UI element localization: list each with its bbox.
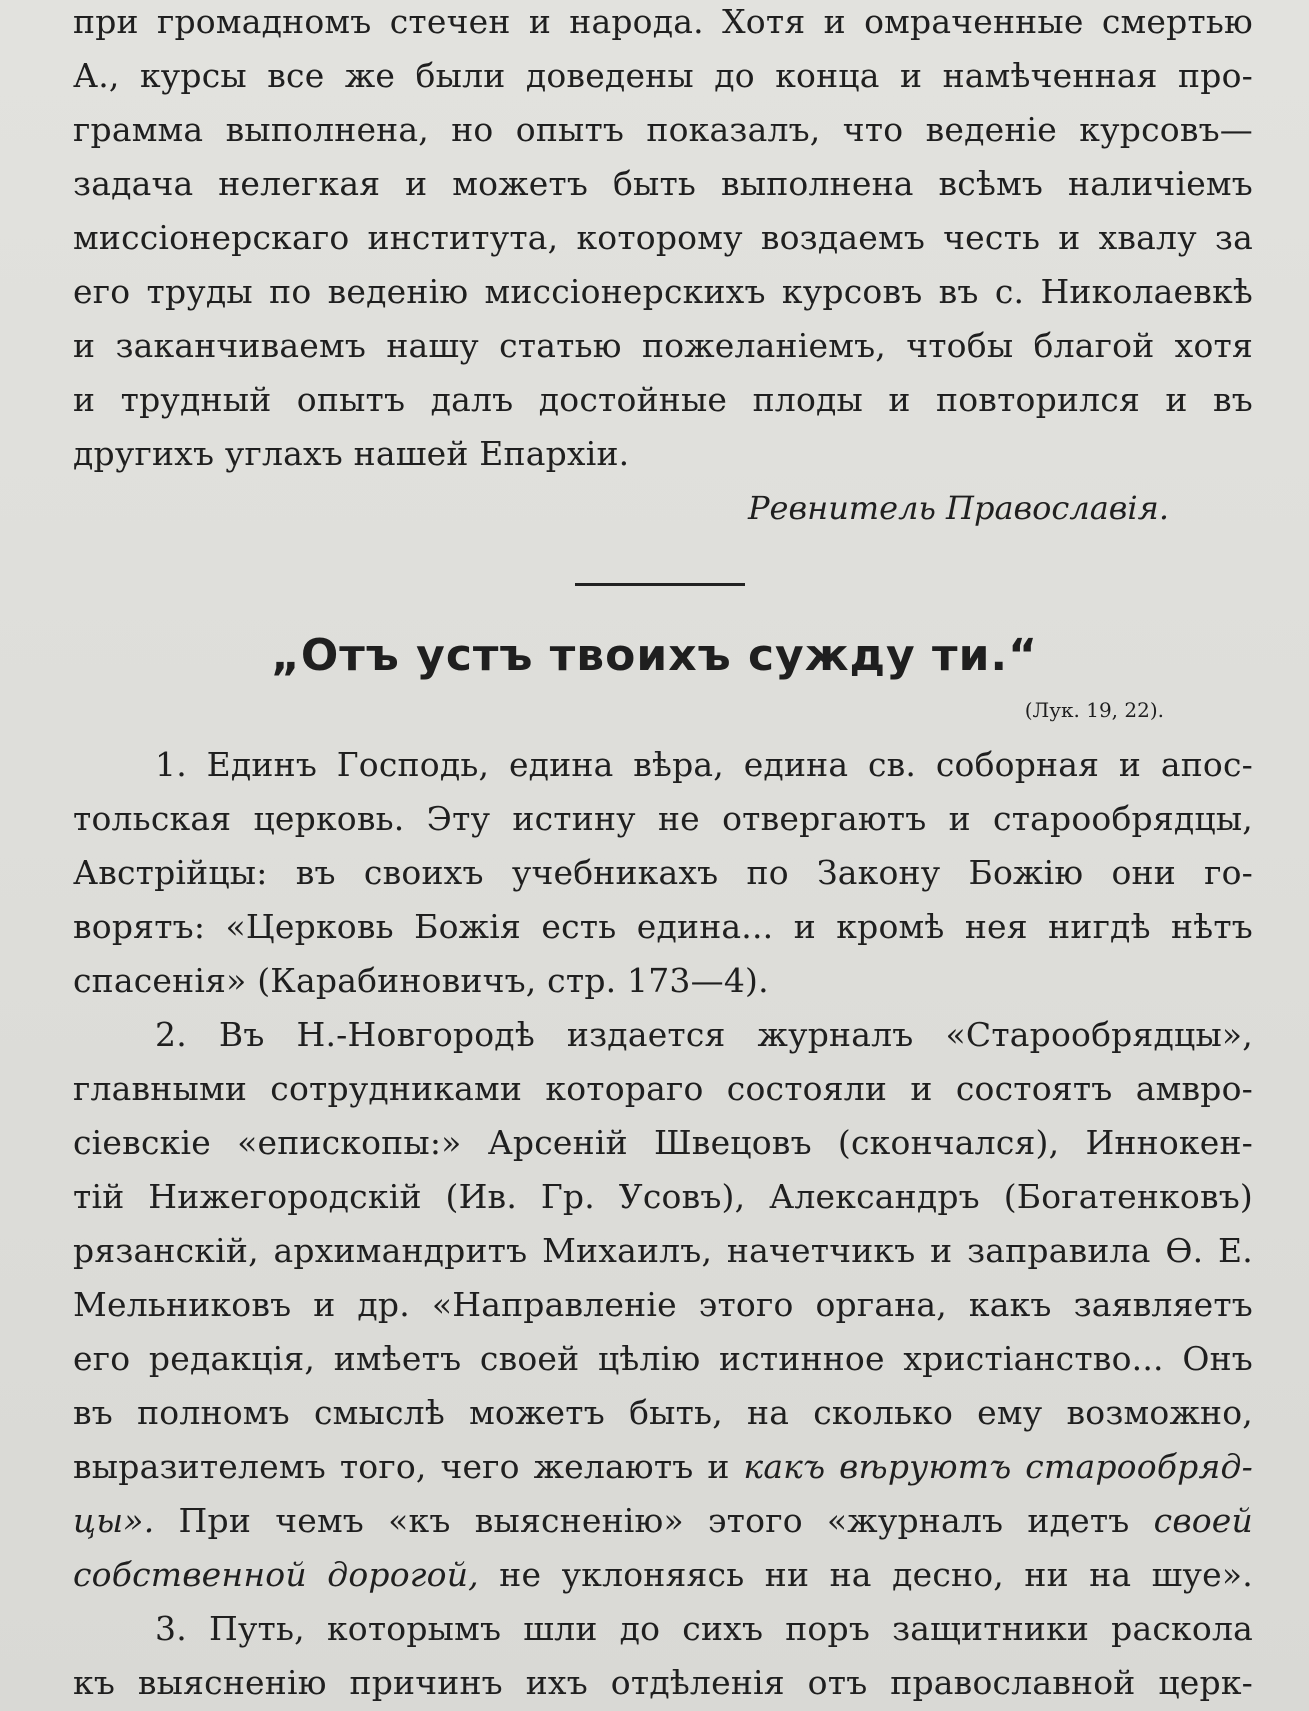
text-line: другихъ углахъ нашей Епархіи. (73, 434, 630, 473)
text-run: выразителемъ того, чего желаютъ и (73, 1447, 730, 1486)
text-line: при громадномъ стечен и народа. Хотя и омраченные смертью (73, 2, 1253, 41)
italic-run: собственной дорогой, (73, 1555, 479, 1594)
italic-run: цы». (73, 1501, 155, 1540)
text-line-mixed (73, 1447, 1253, 1487)
text-run: не уклоняясь ни на десно, ни на шуе». (499, 1555, 1253, 1594)
text-line: спасенія» (Карабиновичъ, стр. 173—4). (73, 961, 769, 1000)
text-run: При чемъ «къ выясненію» этого «журналъ идетъ (178, 1501, 1130, 1540)
italic-run: своей (1153, 1501, 1253, 1540)
text-line: тольская церковь. Эту истину не отвергаютъ и старообрядцы, (73, 799, 1253, 838)
text-line-mixed (73, 1501, 1253, 1541)
text-line: 1. Единъ Господь, едина вѣра, едина св. соборная и апос- (155, 745, 1253, 784)
text-line: миссіонерскаго института, которому воздаемъ честь и хвалу за (73, 218, 1253, 257)
text-line: главными сотрудниками котораго состояли и состоятъ амвро- (73, 1069, 1253, 1108)
section-divider (575, 583, 745, 586)
text-line: рязанскій, архимандритъ Михаилъ, начетчикъ и заправила Ѳ. Е. (73, 1231, 1253, 1270)
text-line: 2. Въ Н.-Новгородѣ издается журналъ «Старообрядцы», (155, 1015, 1253, 1054)
text-line: 3. Путь, которымъ шли до сихъ поръ защитники раскола (155, 1609, 1253, 1648)
text-line: ворятъ: «Церковь Божія есть едина... и кромѣ нея нигдѣ нѣтъ (73, 907, 1253, 946)
text-line: сіевскіе «епископы:» Арсеній Швецовъ (скончался), Иннокен- (73, 1123, 1253, 1162)
text-line: къ выясненію причинъ ихъ отдѣленія отъ православной церк- (73, 1663, 1253, 1702)
text-line: Мельниковъ и др. «Направленіе этого органа, какъ заявляетъ (73, 1285, 1253, 1324)
italic-run: какъ вѣруютъ старообряд- (743, 1447, 1253, 1486)
text-line: А., курсы все же были доведены до конца и намѣченная про- (73, 56, 1253, 95)
text-line: задача нелегкая и можетъ быть выполнена всѣмъ наличіемъ (73, 164, 1253, 203)
text-line: въ полномъ смыслѣ можетъ быть, на сколько ему возможно, (73, 1393, 1253, 1432)
text-line: тій Нижегородскій (Ив. Гр. Усовъ), Александръ (Богатенковъ) (73, 1177, 1253, 1216)
text-line: грамма выполнена, но опытъ показалъ, что веденіе курсовъ— (73, 110, 1253, 149)
text-line: его редакція, имѣетъ своей цѣлію истинное христіанство... Онъ (73, 1339, 1253, 1378)
text-line: его труды по веденію миссіонерскихъ курсовъ въ с. Николаевкѣ (73, 272, 1253, 311)
text-line: и заканчиваемъ нашу статью пожеланіемъ, чтобы благой хотя (73, 326, 1253, 365)
signature: Ревнитель Православія. (748, 489, 1169, 527)
article-title: „Отъ устъ твоихъ сужду ти.“ (270, 630, 1039, 681)
text-line: Австрійцы: въ своихъ учебникахъ по Закону Божію они го- (73, 853, 1253, 892)
scripture-reference: (Лук. 19, 22). (1024, 698, 1164, 722)
text-line-mixed (73, 1555, 1253, 1595)
text-line: и трудный опытъ далъ достойные плоды и повторился и въ (73, 380, 1253, 419)
